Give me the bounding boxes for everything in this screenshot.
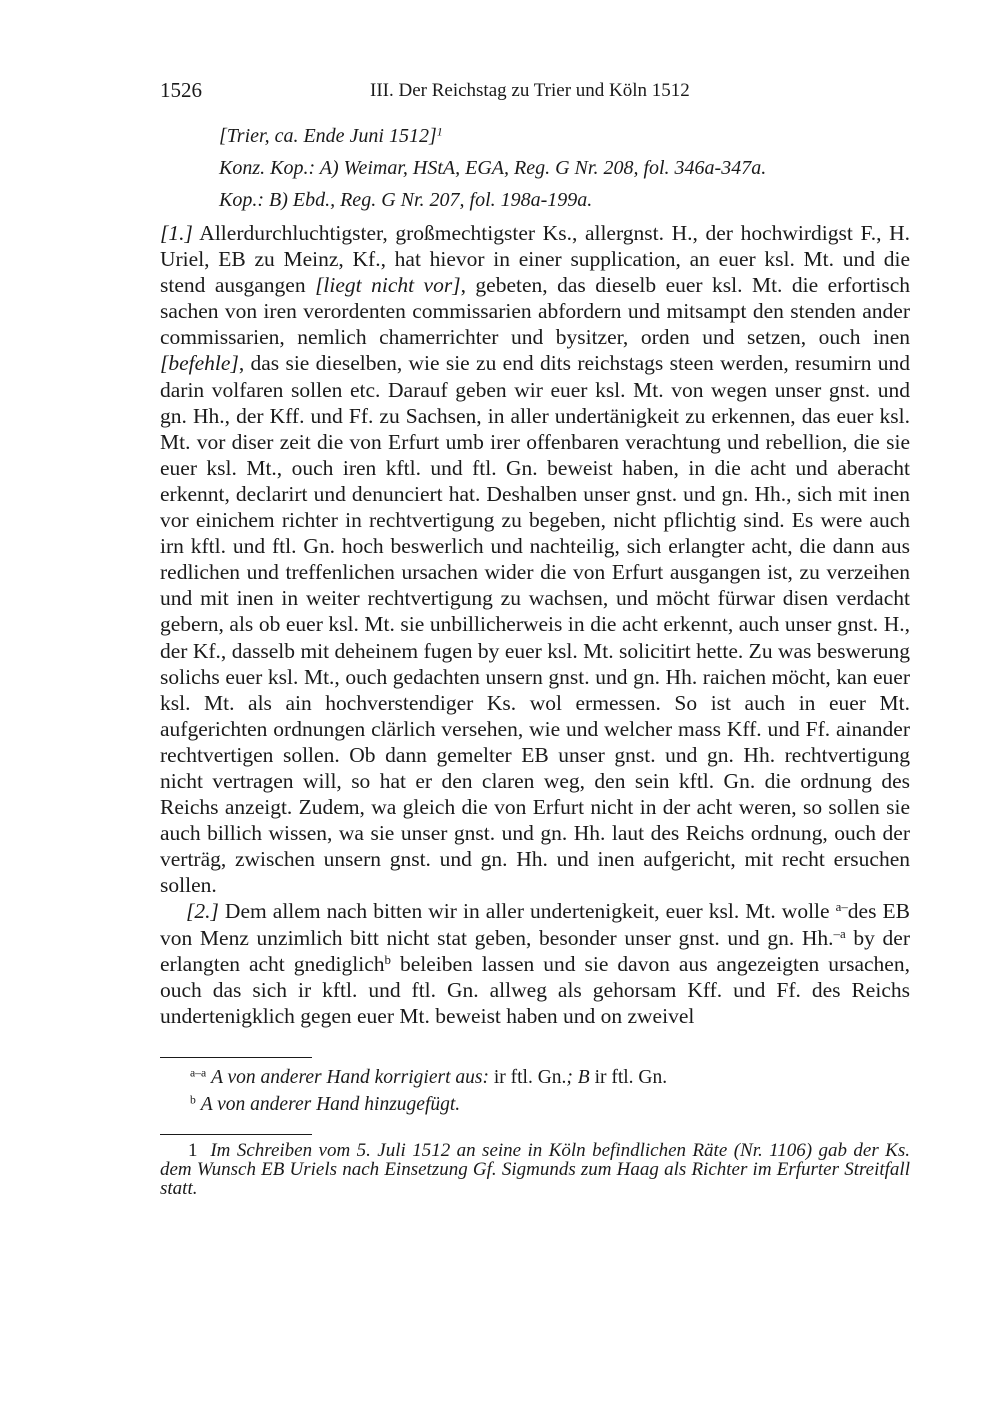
paragraph-1: [1.] Allerdurchluchtigster, großmechtigster Ks., allergnst. H., der hochwirdigst F., H. Uriel, EB zu Meinz, Kf., hat hievor in einer supplication, an euer ksl. Mt. und die stend ausgangen [liegt nicht vor], gebeten, das dieselb euer ksl. Mt. die erfortisch sachen von iren verordenten commissarien abfordern und mitsampt den stenden ander commissarien, nemlich chamerrichter und bysitzer, orden und setzen, ouch inen [befehle], das sie dieselben, wie sie zu end dits reichstags steen werden, resumirn und darin volfaren sollen etc. Darauf geben wir euer ksl. Mt. von wegen unser gnst. und gn. Hh., der Kff. und Ff. zu Sachsen, in aller undertänigkeit zu erkennen, das euer ksl. Mt. vor diser zeit die von Erfurt umb irer offenbaren verachtung und rebellion, die sie euer ksl. Mt., ouch iren kftl. und ftl. Gn. beweist haben, in die acht und aberacht erkennt, declarirt und denunciert hat. Deshalben unser gnst. und gn. Hh., sich mit inen vor einichem richter in rechtvertigung zu begeben, nicht pflichtig sind. Es were auch irn kftl. und ftl. Gn. hoch beswerlich und nachteilig, sich erlangter acht, die dann aus redlichen und treffenlichen ursachen wider die von Erfurt ausgangen ist, zu verzeihen und mit inen in weiter rechtvertigung zu wachsen, und möcht fürwar disen verdacht gebern, als ob euer ksl. Mt. sie unbillicherweis in die acht erkennt, auch unser gnst. H., der Kf., dasselb mit deheinem fugen by euer ksl. Mt. solicitirt hette. Zu was beswerung solichs euer ksl. Mt., ouch gedachten unsern gnst. und gn. Hh. raichen möcht, kan euer ksl. Mt. als ain hochverstendiger Ks. wol ermessen. So ist auch in euer Mt. aufgerichten ordnungen clärlich versehen, wie und welcher mass Kff. und Ff. ainander rechtvertigen sollen. Ob dann gemelter EB unser gnst. und gn. Hh. rechtvertigung nicht vertragen will, so hat er den claren weg, den sein kftl. Gn. die ordnung des Reichs anzeigt. Zudem, wa gleich die von Erfurt nicht in der acht weren, so sollen sie auch billich wissen, wa sie unser gnst. und gn. Hh. laut des Reichs ordnung, ouch der verträg, zwischen unsern gnst. und gn. Hh. und inen aufgericht, mit recht ersuchen sollen. [160,221,910,898]
document-body [160,220,910,1029]
paragraph-marker: [1.] [160,221,193,245]
apparatus-divider [160,1057,312,1058]
running-title: III. Der Reichstag zu Trier und Köln 1512 [370,80,690,101]
page-number: 1526 [160,78,202,102]
apparatus-marker[interactable]: b [384,952,391,967]
date-line: [Trier, ca. Ende Juni 1512]$^1$ [219,124,443,147]
footnote [160,1141,910,1198]
footnote-text: Im Schreiben vom 5. Juli 1512 an seine in Köln befindlichen Räte (Nr. 1106) gab der Ks. dem Wunsch EB Uriels nach Einsetzung Gf. Sigmunds zum Haag als Richter im Erfurter Streitfall statt. [160,1139,911,1199]
source-a: Konz. Kop.: A) Weimar, HStA, EGA, Reg. G Nr. 208, fol. 346a-347a. [219,157,767,179]
paragraph-2: [2.] Dem allem nach bitten wir in aller undertenigkeit, euer ksl. Mt. wolle $^{a-}$des EB von Menz unzimlich bitt nicht stat geben, besonder unser gnst. und gn. Hh.$^{-a}$ by der erlangten acht gnediglich$^b$ beleiben lassen und sie davon aus angezeigten ursachen, ouch das sich ir kftl. und ftl. Gn. allweg als gehorsam Kff. und Ff. des Reichs undertenigklich gegen euer Mt. beweist haben und on zweivel [160,899,910,1028]
critical-apparatus [190,1064,910,1118]
editorial-note: [befehle] [160,351,239,376]
page-header [160,78,910,108]
apparatus-marker[interactable]: a– [835,900,848,915]
footnote-marker[interactable]: 1 [436,124,443,139]
paragraph-marker: [2.] [186,899,219,924]
apparatus-entry: $^b$ A von anderer Hand hinzugefügt. [190,1093,461,1115]
document-page [160,78,910,1198]
source-b: Kop.: B) Ebd., Reg. G Nr. 207, fol. 198a-199a. [219,189,593,211]
footnote-number: 1 [188,1139,198,1161]
document-metadata [219,120,910,216]
footnote-divider [160,1134,312,1135]
editorial-note: [liegt nicht vor] [315,273,461,298]
apparatus-marker[interactable]: –a [833,926,846,941]
apparatus-entry: $^{a-a}$ A von anderer Hand korrigiert aus: ir ftl. Gn.; B ir ftl. Gn. [190,1066,668,1088]
